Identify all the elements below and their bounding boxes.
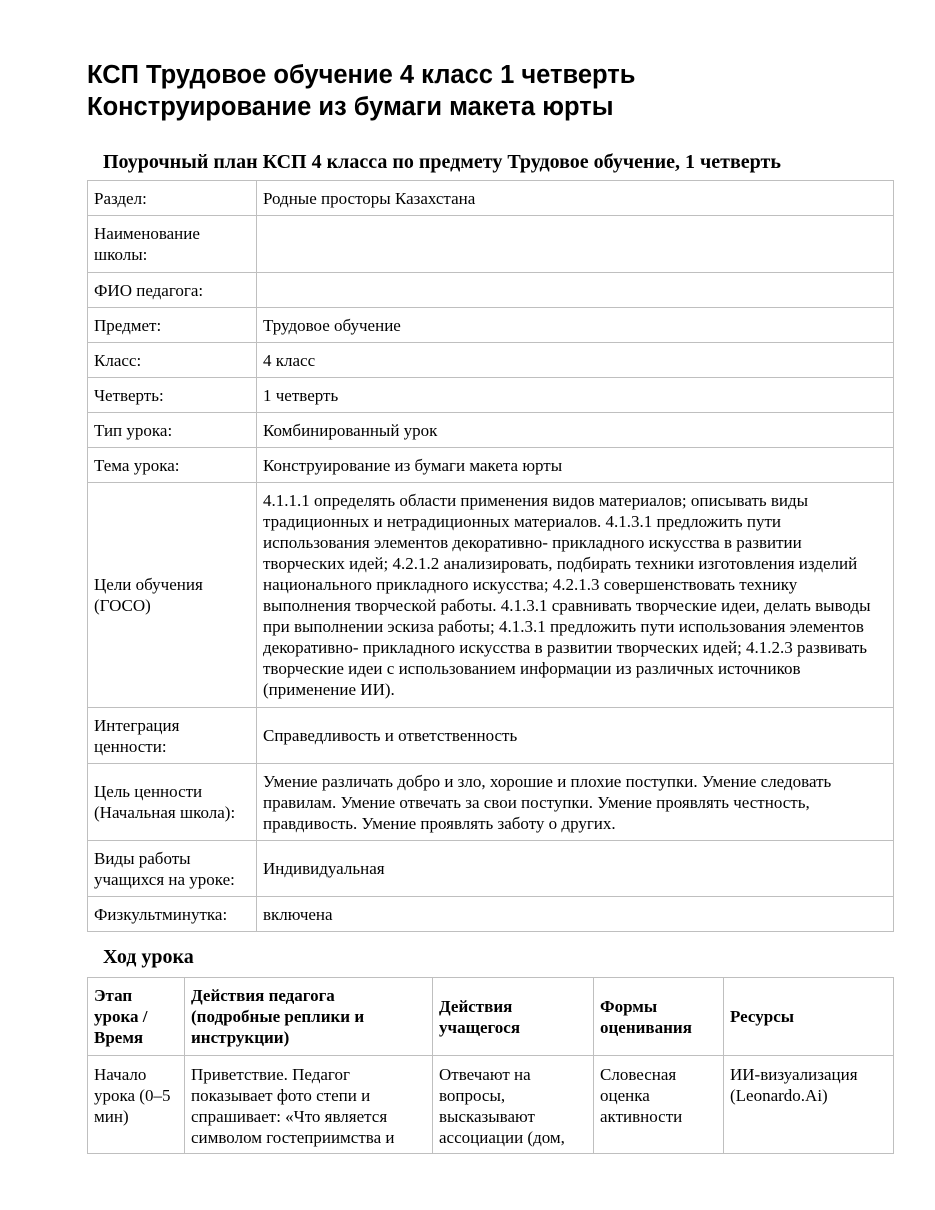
row-value: Трудовое обучение [257,308,894,343]
row-value: 1 четверть [257,378,894,413]
title-line-2: Конструирование из бумаги макета юрты [87,93,614,121]
row-value: Конструирование из бумаги макета юрты [257,448,894,483]
row-label: Цели обучения (ГОСО) [88,483,257,708]
row-label: Физкультминутка: [88,897,257,932]
cell-assessment: Словесная оценка активности [594,1056,724,1154]
row-label: Интеграция ценности: [88,708,257,764]
row-value: Справедливость и ответственность [257,708,894,764]
column-header-assessment: Формы оценивания [594,978,724,1056]
row-label: ФИО педагога: [88,273,257,308]
row-label: Раздел: [88,181,257,216]
lesson-plan-table [87,180,894,932]
table-row [88,273,894,308]
column-header-teacher: Действия педагога (подробные реплики и инструкции) [185,978,433,1056]
table-row [88,181,894,216]
row-value [257,216,894,273]
table-row [88,483,894,708]
cell-teacher-actions: Приветствие. Педагог показывает фото степи и спрашивает: «Что является символом гостеприимства и [185,1056,433,1154]
table-row [88,841,894,897]
cell-resources: ИИ-визуализация (Leonardo.Ai) [724,1056,894,1154]
lesson-flow-heading: Ход урока [103,946,194,968]
table-row [88,708,894,764]
row-label: Класс: [88,343,257,378]
row-value [257,273,894,308]
row-label: Цель ценности (Начальная школа): [88,764,257,841]
column-header-stage: Этап урока / Время [88,978,185,1056]
lesson-flow-table [87,977,894,1154]
title-line-1: КСП Трудовое обучение 4 класс 1 четверть [87,61,636,89]
table-row [88,448,894,483]
table-header-row [88,978,894,1056]
document-page [87,0,893,1154]
row-label: Тема урока: [88,448,257,483]
column-header-resources: Ресурсы [724,978,894,1056]
cell-stage: Начало урока (0–5 мин) [88,1056,185,1154]
table-row [88,308,894,343]
cell-student-actions: Отвечают на вопросы, высказывают ассоциации (дом, [433,1056,594,1154]
table-row [88,897,894,932]
row-value: Комбинированный урок [257,413,894,448]
row-label: Предмет: [88,308,257,343]
row-label: Четверть: [88,378,257,413]
table-row [88,343,894,378]
row-value: 4 класс [257,343,894,378]
table-row [88,216,894,273]
row-value: Умение различать добро и зло, хорошие и плохие поступки. Умение следовать правилам. Умение отвечать за свои поступки. Умение проявлять честность, правдивость. Умение проявлять заботу о других. [257,764,894,841]
column-header-student: Действия учащегося [433,978,594,1056]
row-label: Наименование школы: [88,216,257,273]
document-title [87,59,893,123]
table-row [88,378,894,413]
row-value: Родные просторы Казахстана [257,181,894,216]
plan-heading: Поурочный план КСП 4 класса по предмету Трудовое обучение, 1 четверть [103,151,781,173]
table-row [88,764,894,841]
row-value: включена [257,897,894,932]
row-value: 4.1.1.1 определять области применения видов материалов; описывать виды традиционных и нетрадиционных материалов. 4.1.3.1 предложить пути использования элементов декоративно- прикладного искусства в развитии творческих идей; 4.2.1.2 анализировать, подбирать техники изготовления изделий национального прикладного искусства; 4.2.1.3 совершенствовать технику выполнения творческой работы. 4.1.3.1 сравнивать творческие идеи, делать выводы при выполнении эскиза работы; 4.1.3.1 предложить пути использования элементов декоративно- прикладного искусства в развитии творческих идей; 4.1.2.3 развивать творческие идеи с использованием информации из различных источников (применение ИИ). [257,483,894,708]
row-label: Тип урока: [88,413,257,448]
table-row [88,413,894,448]
row-value: Индивидуальная [257,841,894,897]
row-label: Виды работы учащихся на уроке: [88,841,257,897]
table-row [88,1056,894,1154]
